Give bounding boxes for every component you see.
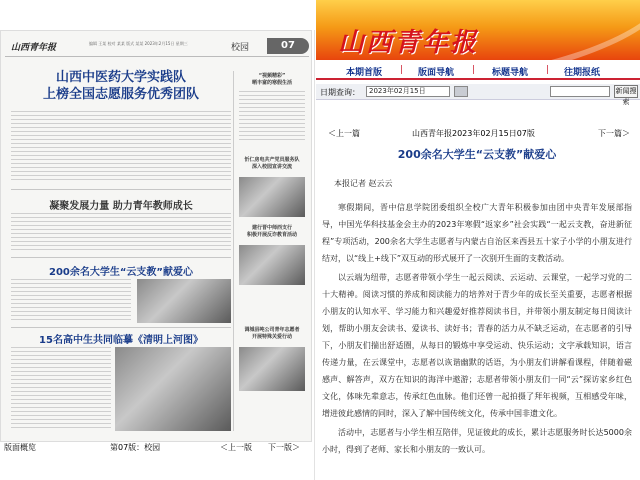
prev-article-link[interactable]: ＜上一篇 xyxy=(328,129,360,138)
text-block xyxy=(239,91,305,141)
main-nav xyxy=(316,62,640,80)
side-item-4[interactable]: 调城县吨公司青年志愿者 开展特殊关爱行动 xyxy=(244,327,300,340)
article-photo xyxy=(137,279,231,323)
article-author: 本报记者 赵云云 xyxy=(334,179,393,188)
date-input[interactable]: 2023年02月15日 xyxy=(366,86,450,97)
article-paragraph: 以云端为纽带，志愿者带领小学生一起云阅读、云运动、云课堂，一起学习党的二十大精神。阅读习惯的养成和阅读能力的培养对于青少年的成长至关重要，志愿者根据小朋友的认知水平、学习能力和兴趣爱好推荐阅读书目，并带领小朋友制定每日阅读计划，帮助小朋友会读书、爱读书、读好书；青春的活力从不缺乏运动，在志愿者的引导下，小朋友们揣出舒适圈，从每日的锻炼中享受运动、快乐运动；文字承载知识，语言传递力量，在云课堂中，志愿者以诙谐幽默的话语，为小朋友们讲解看课程，伴随着磁感声、解答声，双方在知识的海洋中遨游；志愿者带领小朋友们一同“云”探访家乡红色文化，体味先辈意志，传承红色血脉。他们还曾一起拍摄了拜年视频，互相感受年味，增进彼此感情的同时，深入了解中国传统文化，传承中国非遗文化。 xyxy=(322,273,632,418)
side-photo xyxy=(239,177,305,217)
search-input[interactable] xyxy=(550,86,610,97)
text-block xyxy=(11,213,231,253)
page-subhead-1[interactable]: 凝聚发展力量 助力青年教师成长 xyxy=(49,201,193,212)
side-item-1[interactable]: “视频精彩” 晒丰富的寒假生活 xyxy=(251,73,292,86)
next-page-link[interactable]: 下一版＞ xyxy=(268,443,300,452)
masthead-meta: 编辑 王某 校对 某某 版式 某某 2023年2月15日 星期三 xyxy=(89,41,188,46)
article-nav xyxy=(316,126,640,140)
nav-separator: | xyxy=(400,65,404,75)
panel-divider xyxy=(314,30,315,480)
calendar-button[interactable] xyxy=(454,86,468,97)
side-photo xyxy=(239,245,305,285)
article-paragraph: 活动中，志愿者与小学生相互陪伴，见证彼此的成长，累计志愿服务时长达5000余小时，得到了老师、家长和小朋友的一致认可。 xyxy=(322,428,632,454)
divider xyxy=(11,257,231,258)
page-subhead-3[interactable]: 15名高中生共同临摹《清明上河图》 xyxy=(39,335,203,346)
nav-separator: | xyxy=(546,65,550,75)
nav-separator: | xyxy=(472,65,476,75)
article-title: 200余名大学生“云支教”献爱心 xyxy=(397,148,557,161)
nav-item-titles[interactable]: 标题导航 xyxy=(492,68,529,78)
page-masthead xyxy=(5,37,309,57)
date-query-label: 日期查询： xyxy=(320,88,360,97)
article-paragraph: 寒假期间，晋中信息学院团委组织全校广大青年积极参加由团中央青年发展部指导，中国光华科技基金会主办的2023年寒假“返家乡”社会实践“一起云支教，奋进新征程”专项活动，200余名大学生志愿者与内蒙古自治区来西县五十家子小学的小朋友进行结对，以“线上+线下”双互动的形式展开了一次别开生面的支教活动。 xyxy=(322,203,632,263)
text-block xyxy=(11,279,131,323)
article-body xyxy=(322,199,632,458)
site-banner xyxy=(316,0,640,60)
news-search-button[interactable]: 新闻搜索 xyxy=(615,87,637,106)
next-article-link[interactable]: 下一篇＞ xyxy=(598,129,630,138)
divider xyxy=(11,189,231,190)
overview-link[interactable]: 版面概览 xyxy=(4,443,36,452)
side-item-2[interactable]: 忻仁房电共产党员服务队 深入校园宣讲交流 xyxy=(244,157,300,170)
headline-line-2: 上榜全国志愿服务优秀团队 xyxy=(42,87,199,102)
side-item-3[interactable]: 建行晋中师西支行 积极开展反诈教育活动 xyxy=(246,225,297,238)
headline-line-1: 山西中医药大学实践队 xyxy=(55,70,186,85)
nav-item-layout[interactable]: 版面导航 xyxy=(418,68,455,78)
newspaper-logo: 山西青年报 xyxy=(11,43,57,53)
prev-page-link[interactable]: ＜上一版 xyxy=(220,443,252,452)
nav-item-front-page[interactable]: 本期首版 xyxy=(346,68,383,78)
newspaper-page-image[interactable] xyxy=(0,30,312,442)
current-page-label: 第07版：校园 xyxy=(110,443,161,452)
page-subhead-2[interactable]: 200余名大学生“云支教”献爱心 xyxy=(48,267,194,278)
column-divider xyxy=(233,71,234,431)
page-column-name: 校园 xyxy=(231,43,250,53)
text-block xyxy=(11,347,111,431)
divider xyxy=(11,327,231,328)
article-source-info: 山西青年报2023年02月15日07版 xyxy=(412,129,535,138)
site-logo[interactable]: 山西青年报 xyxy=(338,28,479,58)
painting-photo xyxy=(115,347,231,431)
text-block xyxy=(11,111,231,181)
page-number-badge: 07 xyxy=(267,38,309,54)
side-photo xyxy=(239,347,305,391)
page-headline[interactable] xyxy=(11,69,231,103)
nav-item-archive[interactable]: 往期报纸 xyxy=(564,68,601,78)
date-query-bar xyxy=(316,84,640,106)
page-footer-bar xyxy=(0,440,312,454)
article xyxy=(322,146,632,480)
